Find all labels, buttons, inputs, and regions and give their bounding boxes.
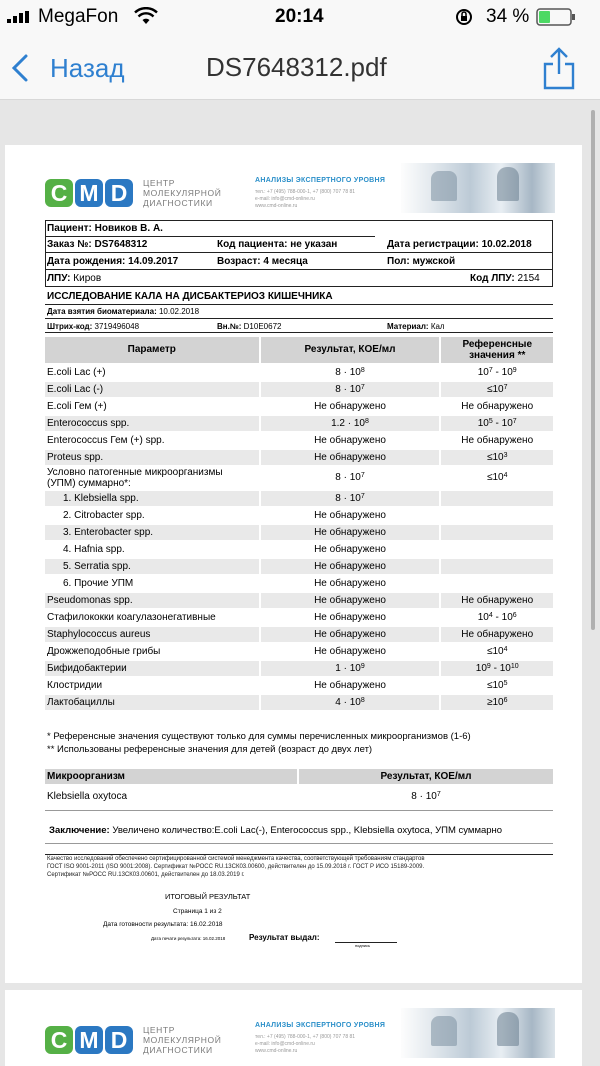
cell-param: Enterococcus Гем (+) spp. <box>45 433 259 448</box>
patient-sex: Пол: мужской <box>387 256 456 267</box>
micro-org: Klebsiella oxytoca <box>45 786 297 808</box>
pdf-page-1 <box>5 145 582 983</box>
patient-code: Код пациента: не указан <box>217 239 338 250</box>
cell-param: 1. Klebsiella spp. <box>45 491 259 506</box>
cell-result: Не обнаружено <box>261 559 440 574</box>
table-row <box>45 610 553 625</box>
back-chevron-icon <box>10 53 30 83</box>
banner-title: АНАЛИЗЫ ЭКСПЕРТНОГО УРОВНЯ <box>255 177 386 184</box>
cell-param: Staphylococcus aureus <box>45 627 259 642</box>
banner-contacts: тел.: +7 (495) 788-000-1, +7 (800) 707 78 81 e-mail: info@cmd-online.ru www.cmd-online.ru <box>255 189 356 209</box>
cell-result: Не обнаружено <box>261 525 440 540</box>
signal-icon <box>7 11 31 23</box>
cell-result: Не обнаружено <box>261 576 440 591</box>
clock: 20:14 <box>275 6 324 27</box>
cmd-logo: C M D ЦЕНТР МОЛЕКУЛЯРНОЙ ДИАГНОСТИКИ <box>45 1025 221 1055</box>
cell-reference <box>441 542 553 557</box>
micro-result: $8 \cdot 10^7$ <box>299 786 553 808</box>
cell-reference <box>441 525 553 540</box>
cell-result: Не обнаружено <box>261 593 440 608</box>
sample-date: Дата взятия биоматериала: 10.02.2018 <box>47 307 200 316</box>
banner-contacts: тел.: +7 (495) 788-000-1, +7 (800) 707 78 81 e-mail: info@cmd-online.ru www.cmd-online.ru <box>255 1034 356 1054</box>
registration-date: Дата регистрации: 10.02.2018 <box>387 239 532 250</box>
cell-result: $1 \cdot 10^9$ <box>261 661 440 676</box>
table-row <box>45 661 553 676</box>
conclusion: Заключение: Увеличено количество:E.coli Lac(-), Enterococcus spp., Klebsiella oxytoca, УПМ суммарно <box>49 825 503 836</box>
cell-result: $8 \cdot 10^7$ <box>261 491 440 506</box>
cell-reference: Не обнаружено <box>441 627 553 642</box>
cell-reference: $10^4 - 10^6$ <box>441 610 553 625</box>
cell-reference <box>441 491 553 506</box>
cell-reference: $\ge 10^6$ <box>441 695 553 710</box>
cell-param: Стафилококки коагулазонегативные <box>45 610 259 625</box>
document-title: DS7648312.pdf <box>206 52 387 82</box>
cell-reference: Не обнаружено <box>441 433 553 448</box>
cell-param: 4. Hafnia spp. <box>45 542 259 557</box>
header-result: Результат, КОЕ/мл <box>261 337 440 363</box>
issued-by: Результат выдал: <box>249 933 320 942</box>
banner-title: АНАЛИЗЫ ЭКСПЕРТНОГО УРОВНЯ <box>255 1022 386 1029</box>
cell-result: $8 \cdot 10^7$ <box>261 382 440 397</box>
cell-reference: $10^7 - 10^9$ <box>441 365 553 380</box>
cell-result: Не обнаружено <box>261 399 440 414</box>
birth-date: Дата рождения: 14.09.2017 <box>47 256 179 267</box>
print-date: Дата печати результата: 16.02.2018 <box>151 936 226 941</box>
cell-param: Лактобациллы <box>45 695 259 710</box>
cell-result: Не обнаружено <box>261 627 440 642</box>
results-table <box>43 335 555 712</box>
cell-param: 6. Прочие УПМ <box>45 576 259 591</box>
back-button[interactable] <box>10 50 125 86</box>
cell-reference <box>441 559 553 574</box>
patient-age: Возраст: 4 месяца <box>217 256 308 267</box>
table-row <box>45 559 553 574</box>
table-row <box>45 508 553 523</box>
table-row <box>45 433 553 448</box>
cell-result: $8 \cdot 10^8$ <box>261 365 440 380</box>
header-param: Параметр <box>45 337 259 363</box>
cell-param: Условно патогенные микроорганизмы (УПМ) суммарно*: <box>45 467 259 489</box>
cell-result: $8 \cdot 10^7$ <box>261 467 440 489</box>
cell-param: Бифидобактерии <box>45 661 259 676</box>
cell-result: $1.2 \cdot 10^8$ <box>261 416 440 431</box>
cell-param: Клостридии <box>45 678 259 693</box>
battery-percent: 34 % <box>486 6 530 27</box>
cell-reference: $\le 10^4$ <box>441 644 553 659</box>
table-row <box>45 399 553 414</box>
cell-param: Enterococcus spp. <box>45 416 259 431</box>
lab-banner-image <box>401 1008 555 1058</box>
cell-reference: Не обнаружено <box>441 593 553 608</box>
microorganism-table <box>43 767 555 810</box>
pdf-page-2 <box>5 990 582 1066</box>
back-label: Назад <box>50 52 125 83</box>
table-row <box>45 627 553 642</box>
micro-header-org: Микроорганизм <box>45 769 297 784</box>
cell-reference: $10^5 - 10^7$ <box>441 416 553 431</box>
carrier-name: MegaFon <box>38 6 119 27</box>
table-row <box>45 525 553 540</box>
table-row <box>45 467 553 489</box>
table-row <box>45 678 553 693</box>
scrollbar[interactable] <box>591 110 595 630</box>
final-result-label: ИТОГОВЫЙ РЕЗУЛЬТАТ <box>165 892 251 901</box>
cell-result: Не обнаружено <box>261 433 440 448</box>
study-title: ИССЛЕДОВАНИЕ КАЛА НА ДИСБАКТЕРИОЗ КИШЕЧНИКА <box>47 291 333 302</box>
status-bar <box>0 0 600 34</box>
lpu-code: Код ЛПУ: 2154 <box>470 273 540 284</box>
table-row <box>45 542 553 557</box>
micro-header-result: Результат, КОЕ/мл <box>299 769 553 784</box>
cell-param: E.coli Lac (+) <box>45 365 259 380</box>
cell-reference: Не обнаружено <box>441 399 553 414</box>
battery-icon <box>536 8 576 26</box>
cell-reference <box>441 508 553 523</box>
cell-result: $4 \cdot 10^8$ <box>261 695 440 710</box>
inner-number: Вн.№: D10E0672 <box>217 322 282 331</box>
table-row <box>45 593 553 608</box>
barcode: Штрих-код: 3719496048 <box>47 322 140 331</box>
cell-reference: $\le 10^5$ <box>441 678 553 693</box>
signature-label: подпись <box>355 943 371 948</box>
cell-result: Не обнаружено <box>261 610 440 625</box>
share-icon[interactable] <box>543 46 575 90</box>
cell-param: 5. Serratia spp. <box>45 559 259 574</box>
order-number: Заказ №: DS7648312 <box>47 239 148 250</box>
cell-param: 2. Citrobacter spp. <box>45 508 259 523</box>
table-row <box>45 695 553 710</box>
cell-reference: $10^9 - 10^{10}$ <box>441 661 553 676</box>
note-1: * Референсные значения существуют только для суммы перечисленных микроорганизмов (1-6) <box>47 731 471 742</box>
cell-reference: $\le 10^7$ <box>441 382 553 397</box>
table-row <box>45 450 553 465</box>
cmd-logo: C M D ЦЕНТР МОЛЕКУЛЯРНОЙ ДИАГНОСТИКИ <box>45 178 221 208</box>
cell-param: Proteus spp. <box>45 450 259 465</box>
cell-result: Не обнаружено <box>261 678 440 693</box>
cell-reference: $\le 10^4$ <box>441 467 553 489</box>
table-row <box>45 416 553 431</box>
cell-reference <box>441 576 553 591</box>
navigation-bar <box>0 34 600 100</box>
cell-reference: $\le 10^3$ <box>441 450 553 465</box>
page-number: Страница 1 из 2 <box>173 908 222 915</box>
cell-param: E.coli Гем (+) <box>45 399 259 414</box>
orientation-lock-icon <box>455 8 473 26</box>
cell-param: 3. Enterobacter spp. <box>45 525 259 540</box>
cell-result: Не обнаружено <box>261 542 440 557</box>
table-row <box>45 365 553 380</box>
wifi-icon <box>134 7 158 25</box>
header-reference: Референсные значения ** <box>441 337 553 363</box>
cell-result: Не обнаружено <box>261 644 440 659</box>
material: Материал: Кал <box>387 322 445 331</box>
patient-name: Пациент: Новиков В. А. <box>47 223 163 234</box>
table-row <box>45 491 553 506</box>
cell-param: E.coli Lac (-) <box>45 382 259 397</box>
ready-date: Дата готовности результата: 16.02.2018 <box>103 921 223 928</box>
table-row <box>45 382 553 397</box>
table-row <box>45 644 553 659</box>
cell-param: Pseudomonas spp. <box>45 593 259 608</box>
cell-param: Дрожжеподобные грибы <box>45 644 259 659</box>
note-2: ** Использованы референсные значения для детей (возраст до двух лет) <box>47 744 373 755</box>
quality-statement: Качество исследований обеспечено сертифицированной системой менеджмента качества, соответствующей требованиям стандартов ГОСТ ISO 9001-2011 (ISO 9001:2008). Сертификат №РОСС RU.13СК03.00600, действителен до 15.09.2018 г. ГОСТ Р ИСО 15189-2009. Сертификат №РОСС RU.13СК03.00601, действителен до 18.03.2019 г. <box>47 856 425 878</box>
cell-result: Не обнаружено <box>261 450 440 465</box>
lpu: ЛПУ: Киров <box>47 273 102 284</box>
table-row <box>45 576 553 591</box>
lab-banner-image <box>401 163 555 213</box>
cell-result: Не обнаружено <box>261 508 440 523</box>
